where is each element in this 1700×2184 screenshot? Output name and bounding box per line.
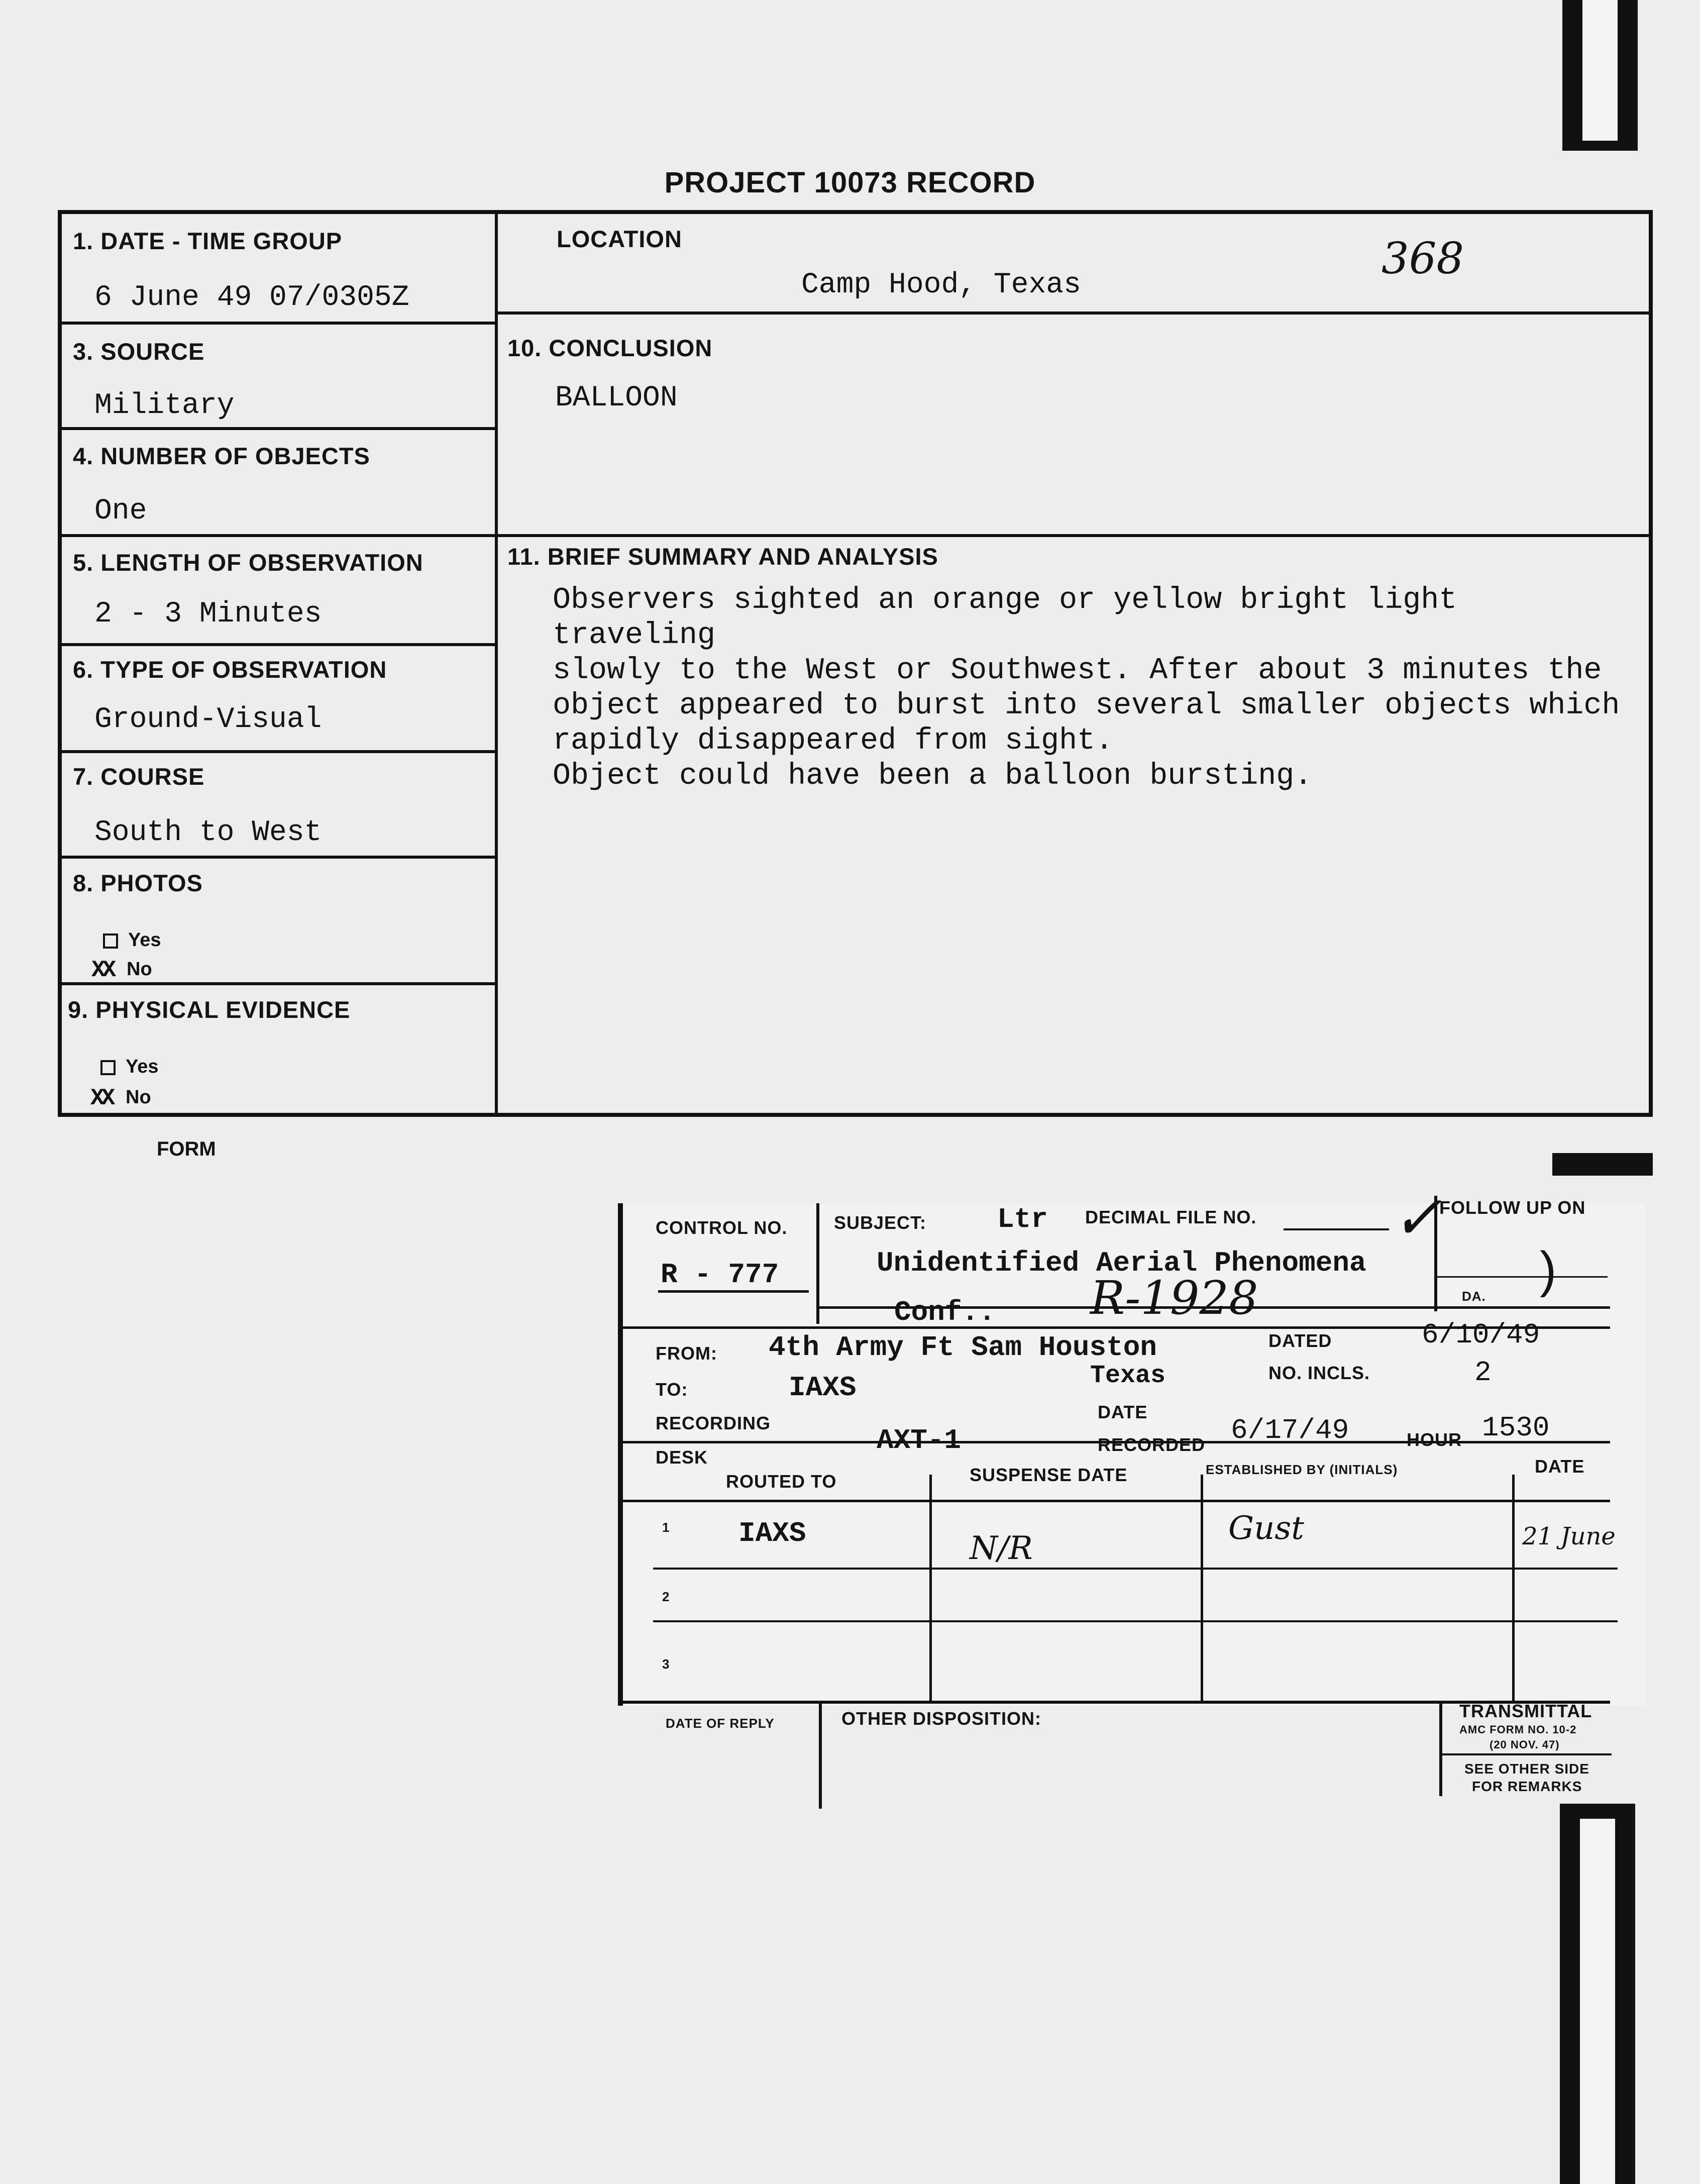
- recording-label: RECORDING: [656, 1413, 771, 1433]
- established-by-header: ESTABLISHED BY (INITIALS): [1206, 1462, 1398, 1477]
- card-line: [1437, 1276, 1608, 1278]
- location-label: LOCATION: [557, 226, 682, 252]
- hour-value: 1530: [1482, 1412, 1550, 1444]
- follow-up-da-label: DA.: [1462, 1289, 1486, 1304]
- desk-label: DESK: [656, 1447, 708, 1468]
- record-row-line: [58, 322, 497, 325]
- film-edge-bottom-inner: [1580, 1819, 1615, 2184]
- page-title: PROJECT 10073 RECORD: [664, 166, 1036, 199]
- photos-yes-checkbox: [103, 933, 118, 949]
- routing-row-initials: Gust: [1228, 1510, 1304, 1547]
- card-divider: [1439, 1701, 1442, 1796]
- no-incls-label: NO. INCLS.: [1268, 1363, 1370, 1383]
- to-value: IAXS: [789, 1372, 857, 1404]
- control-no-value: R - 777: [661, 1259, 779, 1291]
- record-divider-vertical: [495, 211, 498, 1115]
- record-row-line: [58, 856, 497, 859]
- subject-line-2: Conf..: [894, 1296, 996, 1328]
- source-label: 3. SOURCE: [73, 338, 205, 365]
- number-of-objects-value: One: [94, 495, 147, 528]
- transmittal-form-number: AMC FORM NO. 10-2: [1459, 1723, 1577, 1736]
- date-time-value: 6 June 49 07/0305Z: [94, 281, 409, 314]
- photos-no-option: XX No: [91, 957, 152, 983]
- course-value: South to West: [94, 816, 322, 849]
- handwritten-reference: R-1928: [1090, 1271, 1258, 1325]
- date-label: DATE: [1098, 1402, 1148, 1422]
- transmittal-form-date: (20 NOV. 47): [1490, 1738, 1560, 1751]
- summary-line: object appeared to burst into several smaller objects which: [553, 689, 1620, 723]
- other-disposition-label: OTHER DISPOSITION:: [841, 1708, 1042, 1729]
- for-remarks-label: FOR REMARKS: [1472, 1779, 1582, 1794]
- physical-evidence-no-checkmark: XX: [90, 1085, 113, 1111]
- summary-line: rapidly disappeared from sight.: [553, 724, 1114, 758]
- type-of-observation-value: Ground-Visual: [94, 703, 322, 736]
- conclusion-label: 10. CONCLUSION: [507, 335, 713, 361]
- card-line: [623, 1500, 1610, 1502]
- date-header: DATE: [1535, 1456, 1585, 1477]
- photos-label: 8. PHOTOS: [73, 870, 203, 896]
- transmittal-form-title: TRANSMITTAL: [1459, 1701, 1592, 1721]
- subject-label: SUBJECT:: [834, 1212, 927, 1233]
- summary-label: 11. BRIEF SUMMARY AND ANALYSIS: [507, 543, 938, 570]
- date-time-label: 1. DATE - TIME GROUP: [73, 228, 343, 254]
- film-mark: [1552, 1153, 1653, 1176]
- recording-desk-value: AXT-1: [877, 1424, 962, 1457]
- photos-yes-option: Yes: [103, 929, 161, 951]
- control-no-label: CONTROL NO.: [656, 1217, 788, 1238]
- from-value: 4th Army Ft Sam Houston: [769, 1331, 1157, 1364]
- dated-label: DATED: [1268, 1330, 1332, 1351]
- routed-to-header: ROUTED TO: [726, 1471, 837, 1492]
- card-line: [1441, 1753, 1612, 1755]
- number-of-objects-label: 4. NUMBER OF OBJECTS: [73, 443, 370, 469]
- physical-evidence-label: 9. PHYSICAL EVIDENCE: [68, 996, 351, 1023]
- from-value-line-2: Texas: [1090, 1362, 1166, 1390]
- course-label: 7. COURSE: [73, 763, 205, 790]
- form-label: FORM: [157, 1138, 216, 1160]
- follow-up-mark: ): [1540, 1241, 1557, 1298]
- routing-row-number: 1: [662, 1520, 670, 1535]
- card-divider: [819, 1701, 822, 1809]
- length-of-observation-label: 5. LENGTH OF OBSERVATION: [73, 549, 423, 576]
- length-of-observation-value: 2 - 3 Minutes: [94, 598, 322, 631]
- summary-line: Observers sighted an orange or yellow bright light traveling: [553, 583, 1457, 653]
- subject-value: Ltr: [997, 1203, 1048, 1235]
- location-value: Camp Hood, Texas: [801, 269, 1081, 301]
- record-row-line: [58, 750, 497, 753]
- date-of-reply-label: DATE OF REPLY: [666, 1716, 775, 1731]
- summary-line: slowly to the West or Southwest. After about 3 minutes the: [553, 654, 1602, 688]
- record-row-line: [58, 534, 1653, 537]
- routing-row-date: 21 June: [1522, 1522, 1616, 1550]
- card-line: [653, 1620, 1618, 1622]
- film-edge-top-inner: [1582, 0, 1618, 141]
- summary-line: Object could have been a balloon bursting.: [553, 759, 1313, 793]
- from-label: FROM:: [656, 1343, 717, 1364]
- follow-up-on-label: FOLLOW UP ON: [1439, 1197, 1586, 1218]
- record-row-line: [58, 427, 497, 430]
- recorded-label: RECORDED: [1098, 1434, 1206, 1455]
- card-divider: [929, 1475, 932, 1703]
- date-recorded-value: 6/17/49: [1231, 1414, 1349, 1446]
- conclusion-value: BALLOON: [555, 382, 678, 414]
- record-row-line: [495, 311, 1653, 315]
- card-line: [1284, 1228, 1389, 1230]
- routing-row-number: 2: [662, 1589, 670, 1604]
- checkmark-icon: ✓: [1392, 1183, 1442, 1253]
- decimal-file-no-label: DECIMAL FILE NO.: [1085, 1207, 1257, 1227]
- type-of-observation-label: 6. TYPE OF OBSERVATION: [73, 656, 387, 683]
- record-row-line: [58, 643, 497, 646]
- suspense-date-header: SUSPENSE DATE: [970, 1465, 1128, 1485]
- physical-evidence-yes-option: Yes: [100, 1056, 159, 1078]
- summary-text: [553, 583, 1638, 794]
- no-incls-value: 2: [1474, 1357, 1492, 1389]
- physical-evidence-no-option: XX No: [90, 1085, 151, 1111]
- dated-value: 6/10/49: [1422, 1319, 1540, 1351]
- routing-row-number: 3: [662, 1656, 670, 1672]
- routing-row-routed-to: IAXS: [738, 1517, 806, 1549]
- card-line: [653, 1568, 1618, 1570]
- physical-evidence-yes-checkbox: [100, 1060, 116, 1075]
- hour-label: HOUR: [1407, 1429, 1462, 1450]
- see-other-side-label: SEE OTHER SIDE: [1464, 1761, 1589, 1777]
- source-value: Military: [94, 389, 235, 422]
- card-divider: [816, 1203, 819, 1324]
- to-label: TO:: [656, 1379, 688, 1400]
- routing-row-suspense: N/R: [970, 1530, 1033, 1567]
- card-divider: [1512, 1475, 1515, 1703]
- photos-no-checkmark: XX: [91, 957, 114, 983]
- card-divider: [1201, 1475, 1203, 1703]
- subject-line-1: Unidentified Aerial Phenomena: [877, 1247, 1366, 1279]
- page-number: 368: [1382, 234, 1464, 284]
